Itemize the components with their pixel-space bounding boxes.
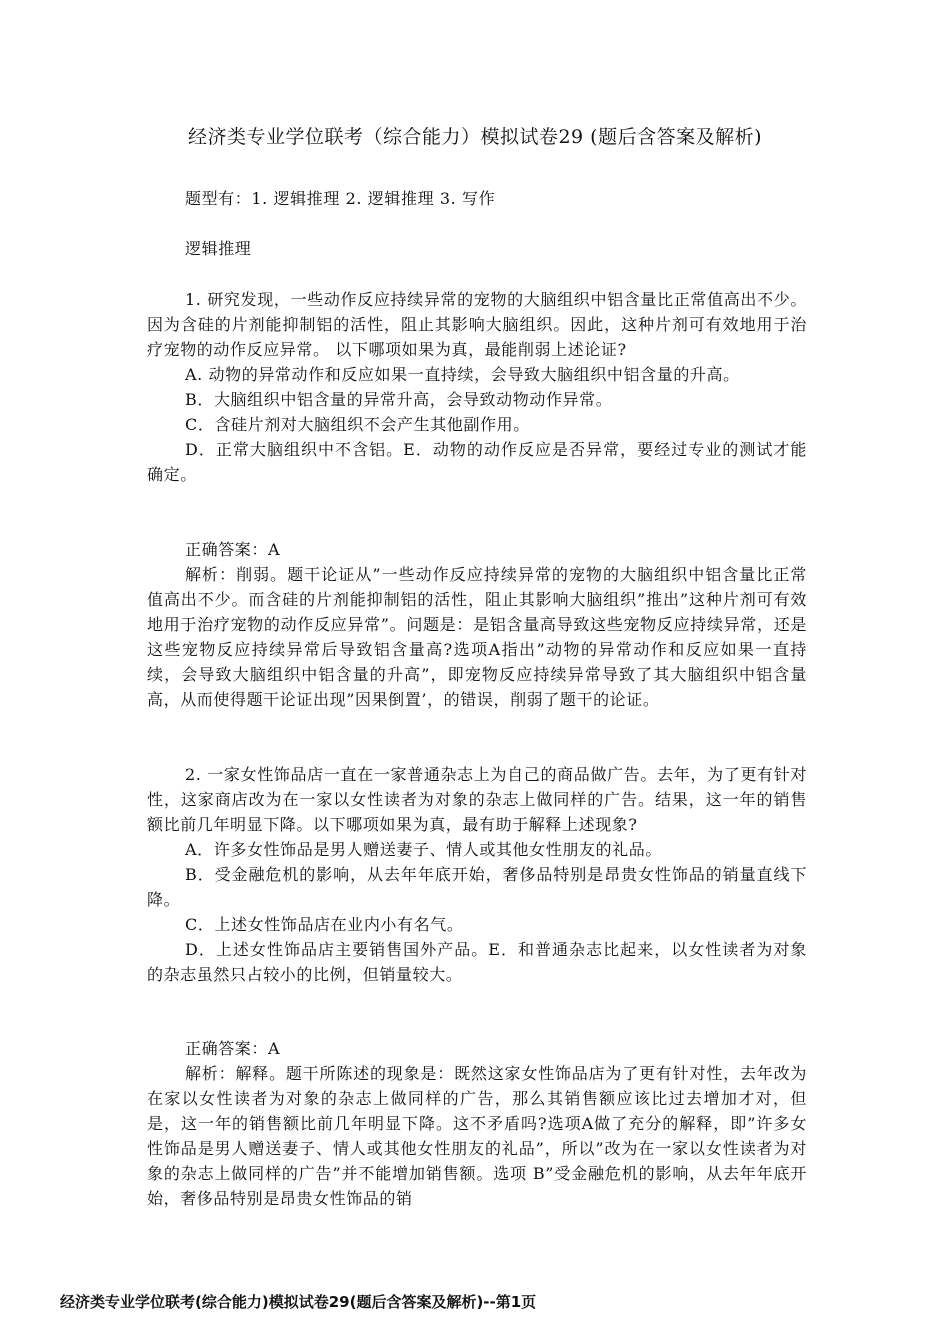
question-2-solution [147,1036,807,1211]
question-1-solution [147,537,807,712]
page-footer: 经济类专业学位联考(综合能力)模拟试卷29(题后含答案及解析)--第1页 [60,1293,537,1311]
question-2 [147,762,807,987]
question-2-stem: 2. 一家女性饰品店一直在一家普通杂志上为自己的商品做广告。去年，为了更有针对性，这家商店改为在一家以女性读者为对象的杂志上做同样的广告。结果，这一年的销售额比前几年明显下降。以下哪项如果为真，最有助于解释上述现象? [147,765,807,834]
document-title: 经济类专业学位联考（综合能力）模拟试卷29 (题后含答案及解析) [187,126,763,148]
question-2-option-c: C．上述女性饰品店在业内小有名气。 [185,915,464,934]
question-1-option-de: D．正常大脑组织中不含铝。E．动物的动作反应是否异常，要经过专业的测试才能确定。 [147,440,807,484]
question-1-answer: 正确答案：A [185,540,281,559]
question-2-option-b: B．受金融危机的影响，从去年年底开始，奢侈品特别是昂贵女性饰品的销量直线下降。 [147,865,807,909]
question-1-option-a: A. 动物的异常动作和反应如果一直持续，会导致大脑组织中铝含量的升高。 [185,365,740,384]
section-heading [147,236,807,261]
question-types-line [147,186,807,211]
types-text: 题型有：1. 逻辑推理 2. 逻辑推理 3. 写作 [185,189,496,208]
question-1 [147,287,807,487]
question-1-stem: 1. 研究发现，一些动作反应持续异常的宠物的大脑组织中铝含量比正常值高出不少。因为含硅的片剂能抑制铝的活性，阻止其影响大脑组织。因此，这种片剂可有效地用于治疗宠物的动作反应异常。 以下哪项如果为真，最能削弱上述论证? [147,290,807,359]
question-1-option-b: B．大脑组织中铝含量的异常升高，会导致动物动作异常。 [185,390,613,409]
question-2-answer: 正确答案：A [185,1039,281,1058]
section-title: 逻辑推理 [185,239,252,258]
question-2-analysis: 解析：解释。题干所陈述的现象是：既然这家女性饰品店为了更有针对性，去年改为在家以女性读者为对象的杂志上做同样的广告，那么其销售额应该比过去增加才对，但是，这一年的销售额比前几年明显下降。这不矛盾吗?选项A做了充分的解释，即”许多女性饰品是男人赠送妻子、情人或其他女性朋友的礼品”，所以”改为在一家以女性读者为对象的杂志上做同样的广告”并不能增加销售额。选项 B”受金融危机的影响，从去年年底开始，奢侈品特别是昂贵女性饰品的销 [147,1064,807,1208]
question-2-option-a: A．许多女性饰品是男人赠送妻子、情人或其他女性朋友的礼品。 [185,840,662,859]
question-1-option-c: C．含硅片剂对大脑组织不会产生其他副作用。 [185,415,530,434]
question-1-analysis: 解析：削弱。题干论证从”一些动作反应持续异常的宠物的大脑组织中铝含量比正常值高出不少。而含硅的片剂能抑制铝的活性，阻止其影响大脑组织”推出”这种片剂可有效地用于治疗宠物的动作反应异常”。问题是：是铝含量高导致这些宠物反应持续异常，还是这些宠物反应持续异常后导致铝含量高?选项A指出”动物的异常动作和反应如果一直持续，会导致大脑组织中铝含量的升高”，即宠物反应持续异常导致了其大脑组织中铝含量高，从而使得题干论证出现”因果倒置’，的错误，削弱了题干的论证。 [147,565,807,709]
question-2-option-de: D．上述女性饰品店主要销售国外产品。E．和普通杂志比起来，以女性读者为对象的杂志虽然只占较小的比例，但销量较大。 [147,940,807,984]
